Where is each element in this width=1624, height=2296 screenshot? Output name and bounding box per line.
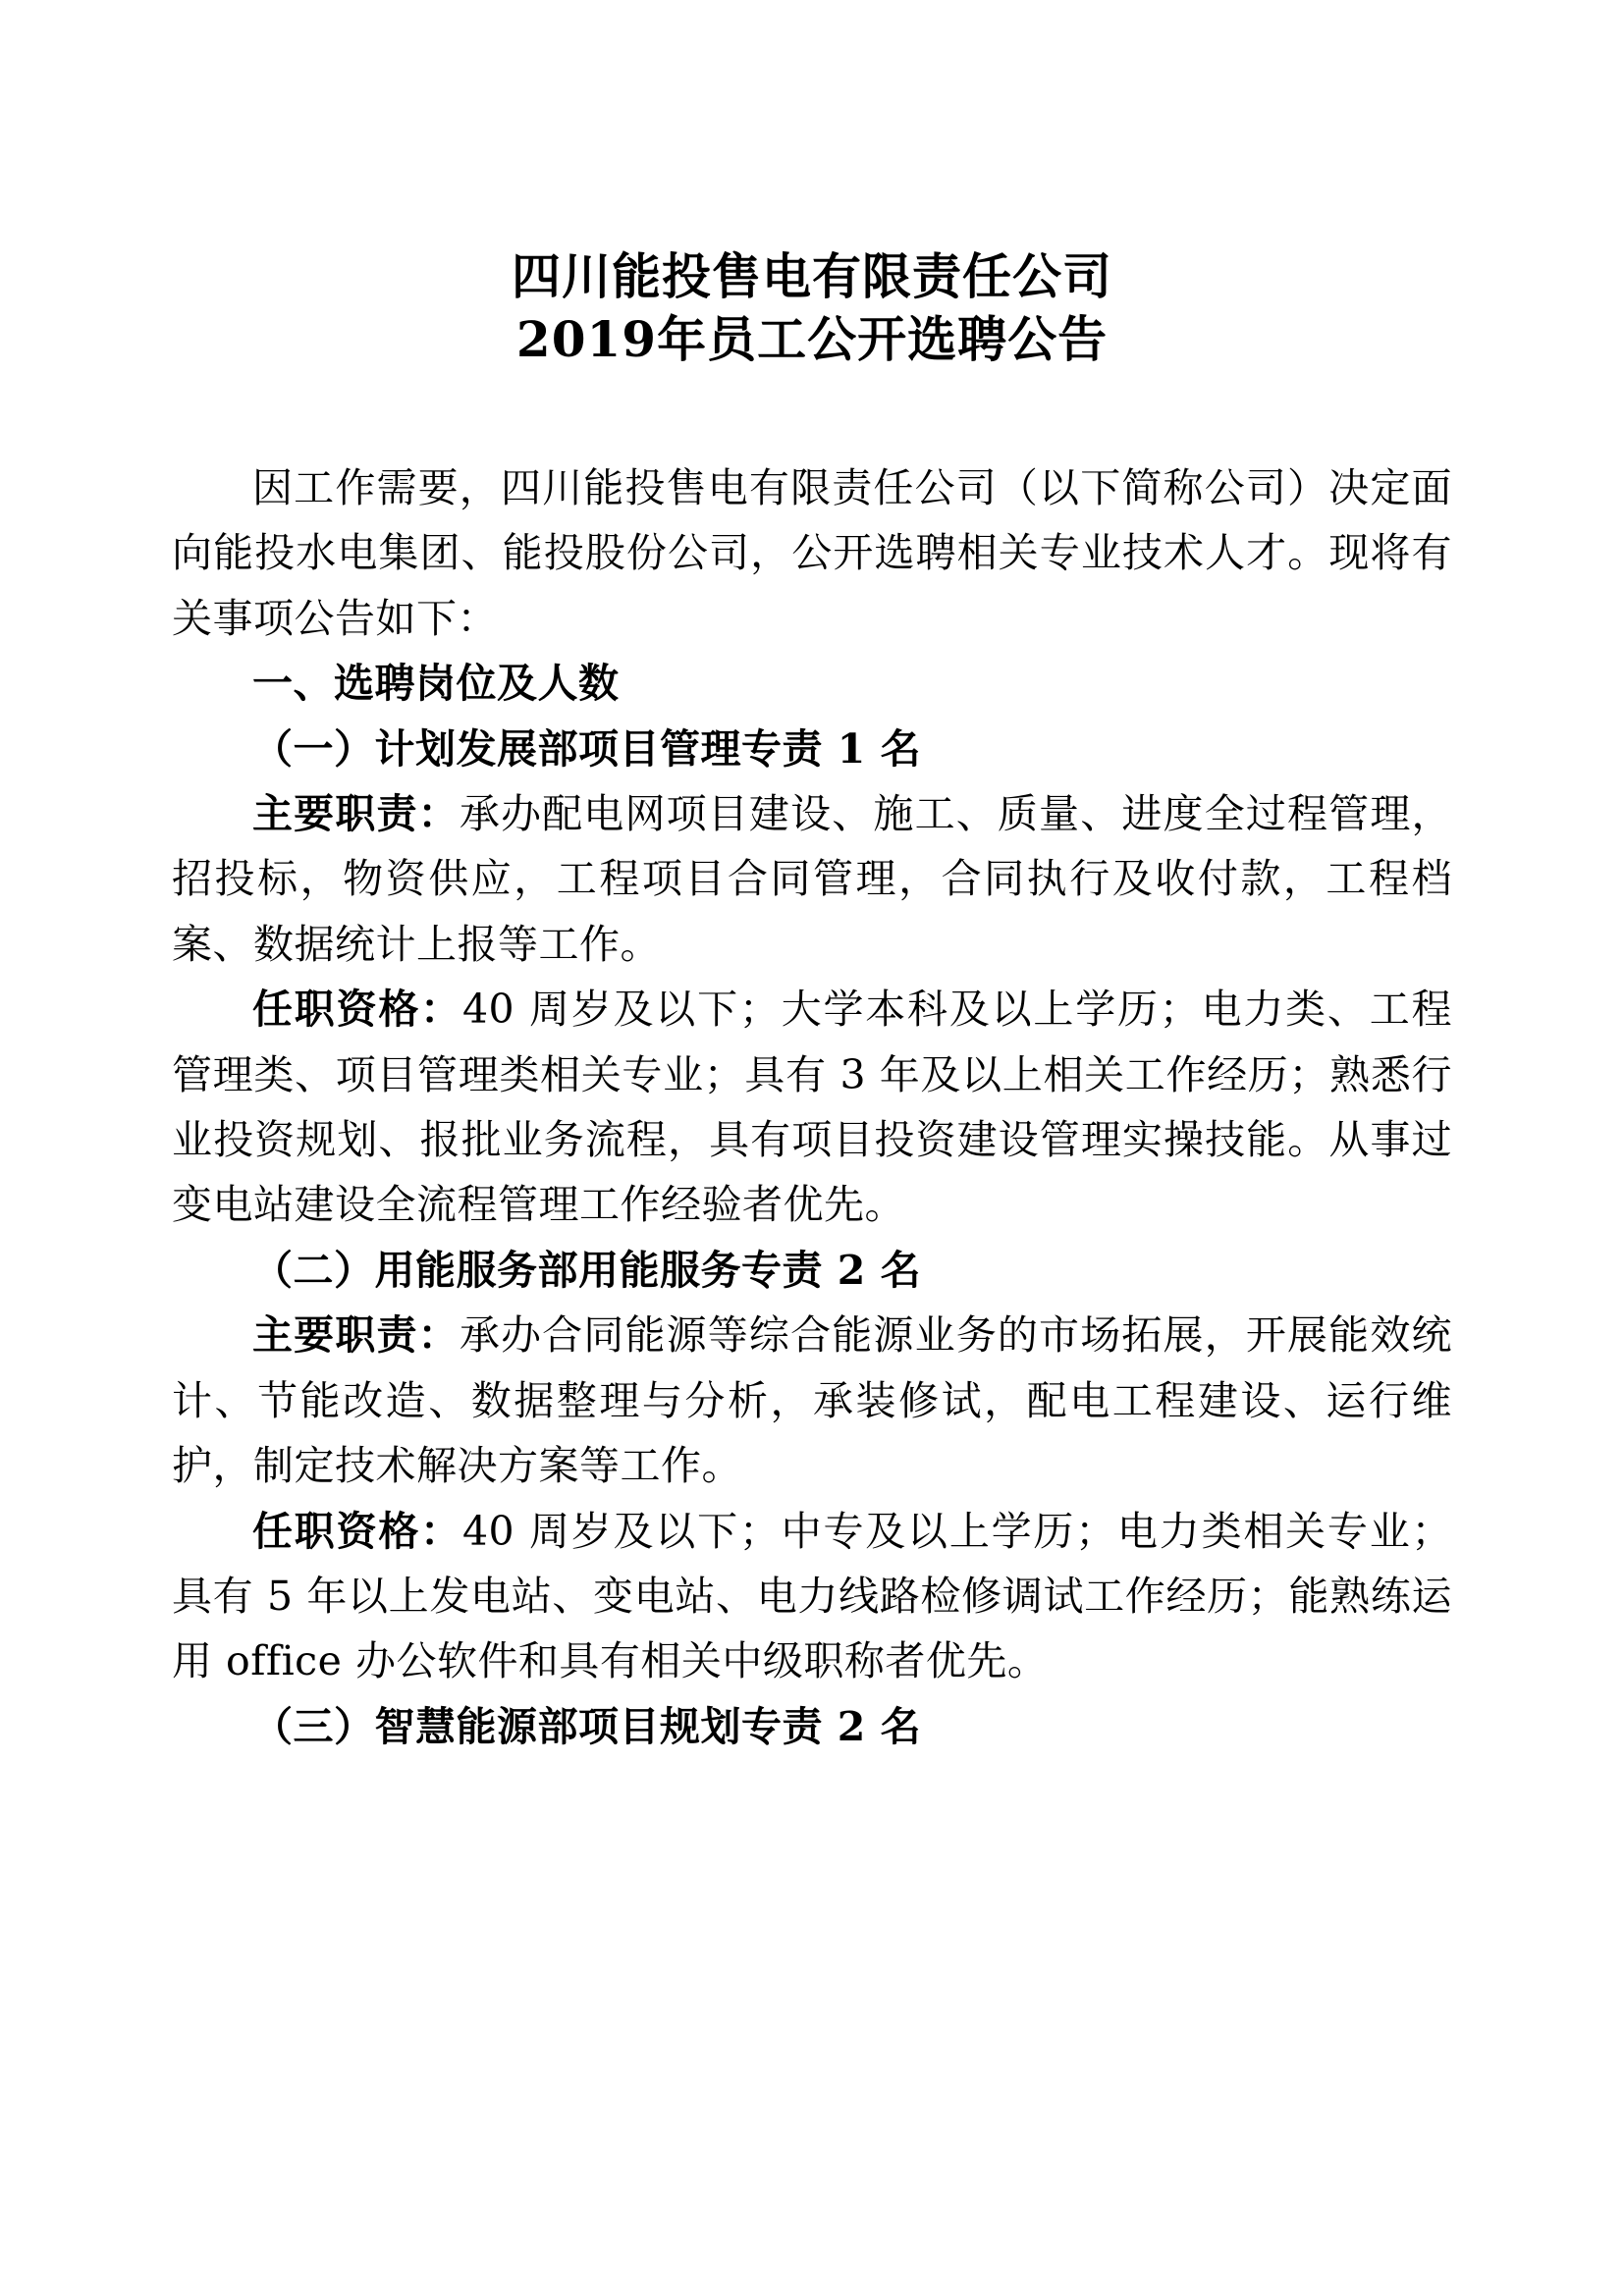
- intro-paragraph: 因工作需要，四川能投售电有限责任公司（以下简称公司）决定面向能投水电集团、能投股份公司，公开选聘相关专业技术人才。现将有关事项公告如下：: [172, 464, 1452, 642]
- post-2-qualification: [172, 1499, 1452, 1694]
- section-heading-1: 一、选聘岗位及人数: [252, 660, 620, 708]
- page-title: [172, 245, 1452, 371]
- post-1-duty-label: 主要职责：: [252, 790, 460, 838]
- document-body: [172, 455, 1452, 1759]
- post-1-qualification-label: 任职资格：: [252, 986, 462, 1034]
- title-line-1: 四川能投售电有限责任公司: [512, 247, 1112, 305]
- post-1-duty-text: 承办配电网项目建设、施工、质量、进度全过程管理，招投标，物资供应，工程项目合同管理，合同执行及收付款，工程档案、数据统计上报等工作。: [172, 790, 1453, 968]
- post-2-duty: [172, 1303, 1452, 1498]
- post-1-qualification: [172, 977, 1452, 1238]
- post-3-heading: （三）智慧能源部项目规划专责 2 名: [252, 1702, 922, 1750]
- title-line-2: 2019年员工公开选聘公告: [515, 310, 1109, 368]
- post-2-duty-label: 主要职责：: [252, 1311, 460, 1360]
- post-2-duty-text: 承办合同能源等综合能源业务的市场拓展，开展能效统计、节能改造、数据整理与分析，承装修试，配电工程建设、运行维护，制定技术解决方案等工作。: [172, 1311, 1453, 1490]
- post-2-qualification-label: 任职资格：: [252, 1507, 462, 1555]
- post-2-heading: （二）用能服务部用能服务专责 2 名: [252, 1246, 922, 1294]
- post-2-qualification-text: 40 周岁及以下；中专及以上学历；电力类相关专业；具有 5 年以上发电站、变电站、电力线路检修调试工作经历；能熟练运用 office 办公软件和具有相关中级职称者优先。: [172, 1507, 1453, 1685]
- post-1-heading: （一）计划发展部项目管理专责 1 名: [252, 724, 922, 773]
- post-1-qualification-text: 40 周岁及以下；大学本科及以上学历；电力类、工程管理类、项目管理类相关专业；具有 3 年及以上相关工作经历；熟悉行业投资规划、报批业务流程，具有项目投资建设管理实操技能。从事过变电站建设全流程管理工作经验者优先。: [172, 986, 1453, 1229]
- post-1-duty: [172, 781, 1452, 977]
